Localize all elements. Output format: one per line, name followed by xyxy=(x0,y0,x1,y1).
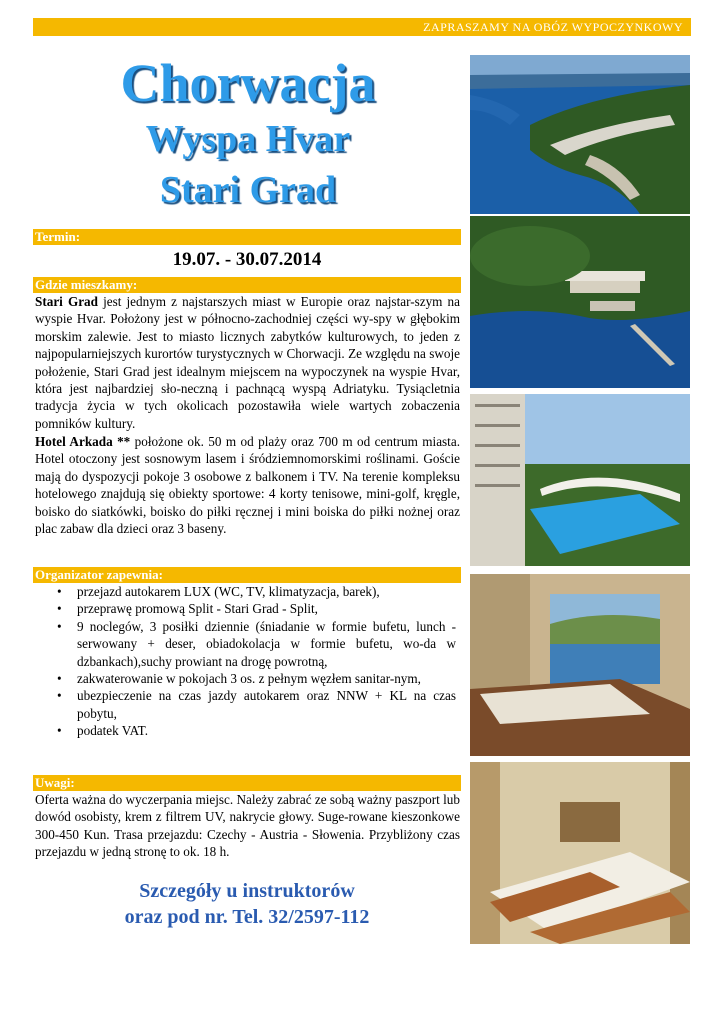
list-item: • 9 noclegów, 3 posiłki dziennie (śniadanie w formie bufetu, lunch - serwowany + deser, obiadokolacja w formie bufetu, wo-da w dzbankach),suchy prowiant na drogę powrotną, xyxy=(57,618,456,669)
contact-line-1: Szczegóły u instruktorów xyxy=(139,880,355,902)
hotel-text: położone ok. 50 m od plaży oraz 700 m od centrum miasta. Hotel otoczony jest sosnowym lasem i śródziemnomorskimi roślinami. Goście mają do dyspozycji pokoje 3 osobowe z balkonem i TV. Na terenie kompleksu hotelowego znajdują się obiekty sportowe: 4 korty tenisowe, mini-golf, kręgle, boisko do siatkówki, boisko do piłki ręcznej i mini boiska do piłki nożnej oraz plac zabaw dla dzieci oraz 3 baseny. xyxy=(35,434,460,537)
subtitle-island: Wyspa Hvar xyxy=(145,118,351,160)
list-item: • zakwaterowanie w pokojach 3 os. z pełnym węzłem sanitar-nym, xyxy=(57,671,421,687)
stari-grad-bold: Stari Grad xyxy=(35,294,98,309)
page-title: Chorwacja xyxy=(120,53,376,113)
section-bar-gdzie: Gdzie mieszkamy: xyxy=(33,277,461,293)
photo-hotel-room-balcony xyxy=(470,574,690,756)
stari-grad-text: jest jednym z najstarszych miast w Europie oraz najstar-szym na wyspie Hvar. Położony jest w północno-zachodniej części wy-spy w głębokim morskim zalewie. Jest to miasto licznych zabytków kulturowych, to jeden z najpopularniejszych kurortów turystycznych w Chorwacji. Ze względu na swoje położenie, Stari Grad jest idealnym miejscem na wypoczynek na wyspie Hvar, która jest najbardziej sło-neczną i pachnącą wyspą Adriatyku. Tysiącletnia tradycja życia w tych okolicach pozostawiła wiele wartych zobaczenia pomników kultury. xyxy=(35,294,460,431)
list-item: • podatek VAT. xyxy=(57,723,149,739)
contact-line-2: oraz pod nr. Tel. 32/2597-112 xyxy=(124,906,370,928)
organizator-list xyxy=(35,583,460,740)
list-item: • ubezpieczenie na czas jazdy autokarem oraz NNW + KL na czas pobytu, xyxy=(57,688,456,721)
bullet-icon: • xyxy=(57,584,62,599)
section-bar-organizator: Organizator zapewnia: xyxy=(33,567,461,583)
subtitle-town: Stari Grad xyxy=(159,169,337,211)
photo-hotel-aerial xyxy=(470,216,690,388)
list-item: • przejazd autokarem LUX (WC, TV, klimatyzacja, barek), xyxy=(57,584,380,599)
list-item: • przeprawę promową Split - Stari Grad - Split, xyxy=(57,601,318,617)
paragraph-stari-grad xyxy=(35,293,460,432)
hotel-bold: Hotel Arkada ** xyxy=(35,434,131,449)
bullet-icon: • xyxy=(57,723,62,739)
trip-dates: 19.07. - 30.07.2014 xyxy=(172,249,322,270)
photo-hotel-pool xyxy=(470,394,690,566)
bullet-icon: • xyxy=(57,601,62,617)
paragraph-hotel xyxy=(35,433,460,537)
bullet-icon: • xyxy=(57,618,62,634)
photo-hotel-room-beds xyxy=(470,762,690,944)
section-bar-termin: Termin: xyxy=(33,229,461,245)
paragraph-uwagi: Oferta ważna do wyczerpania miejsc. Należy zabrać ze sobą ważny paszport lub dowód osobisty, krem z filtrem UV, nakrycie głowy. Suge-rowane kieszonkowe 300-450 Kun. Trasa przejazdu: Czechy - Austria - Słowenia. Przybliżony czas przejazdu w jedną stronę to ok. 18 h. xyxy=(35,792,460,860)
bullet-icon: • xyxy=(57,671,62,687)
bullet-icon: • xyxy=(57,688,62,704)
photo-aerial-bay xyxy=(470,55,690,214)
top-banner: ZAPRASZAMY NA OBÓZ WYPOCZYNKOWY xyxy=(33,18,691,36)
section-bar-uwagi: Uwagi: xyxy=(33,775,461,791)
